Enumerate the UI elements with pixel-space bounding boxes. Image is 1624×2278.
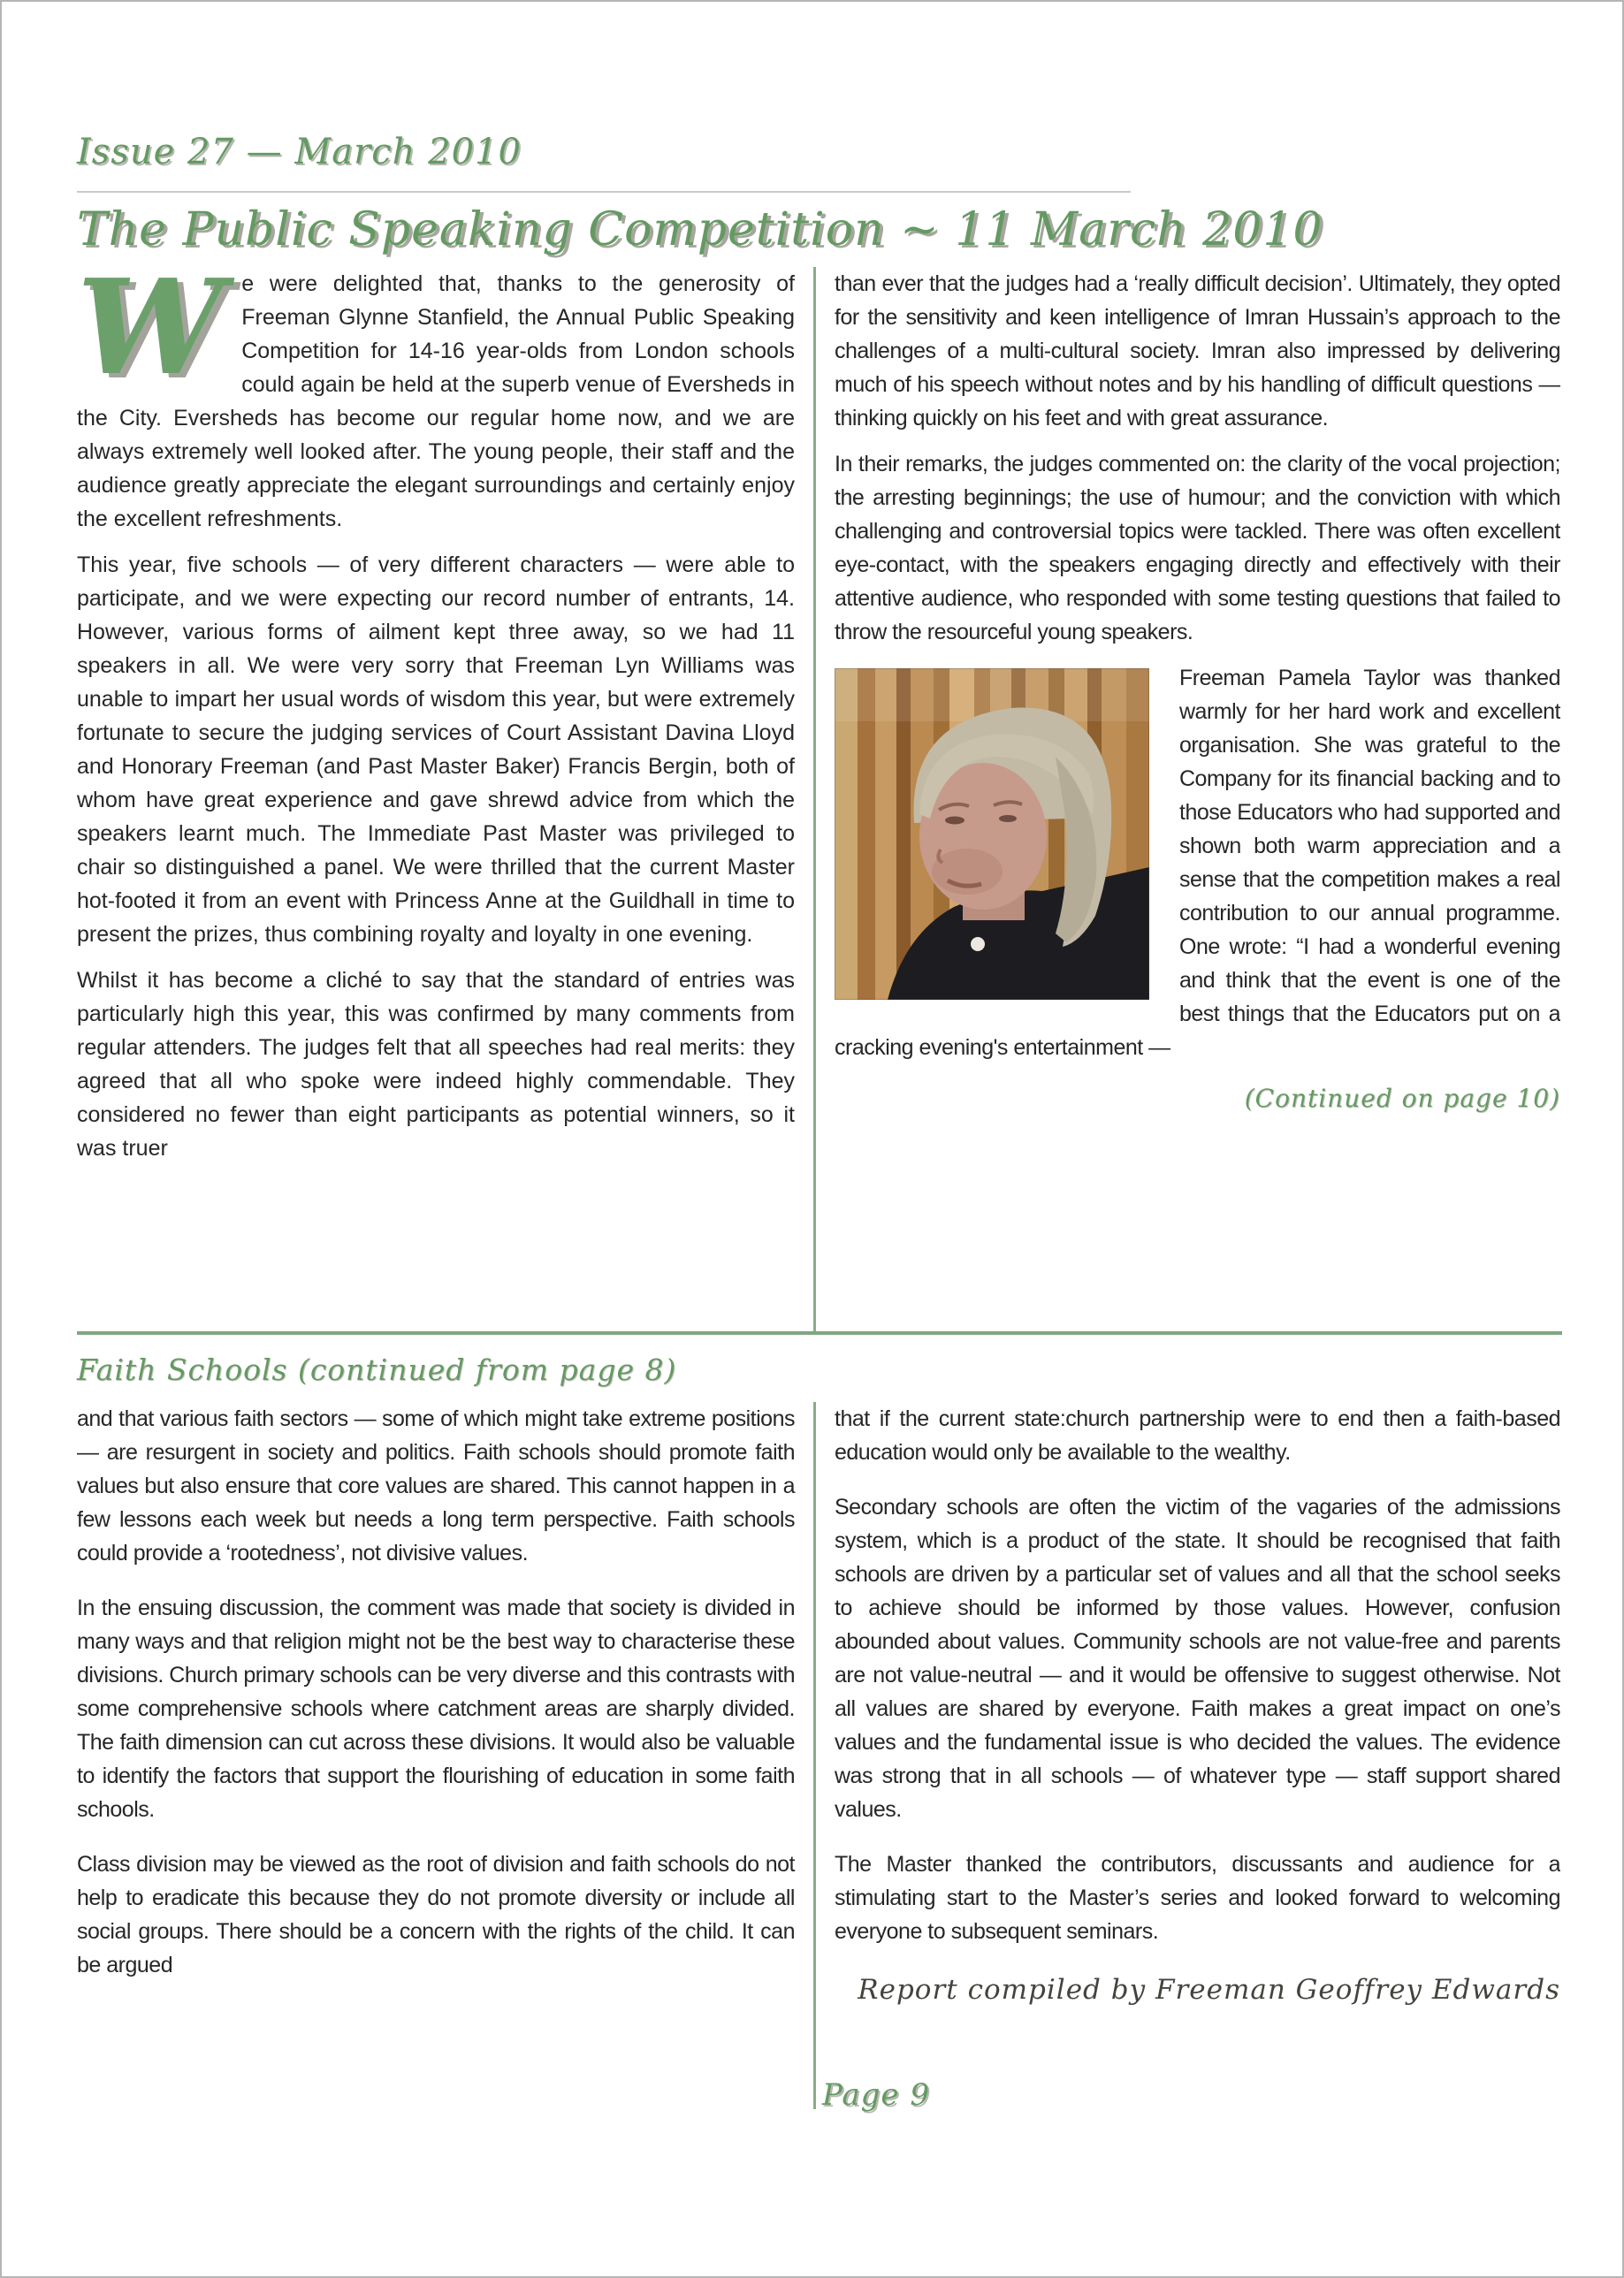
- paragraph-text: Freeman Pamela Taylor was thanked warmly for her hard work and excellent organisation. She was grateful to the Company for its financial backing and to those Educators who had supported and shown both warm appreciation and a sense that the competition makes a real contribution to our annual programme. One wrote: “I had a wonderful evening and think that the event is one of the best things that the Educators put on a cracking evening's entertainment —: [835, 666, 1560, 1060]
- article2-left-paragraph-1: and that various faith sectors — some of which might take extreme positions — are resurgent in society and politics. Faith schools should promote faith values but also ensure that core values are shared. This cannot happen in a few lessons each week but needs a long term perspective. Faith schools could provide a ‘rootedness’, not divisive values.: [77, 1406, 795, 1566]
- column-divider-line: [813, 1402, 816, 2109]
- article2-right-paragraph-3: The Master thanked the contributors, discussants and audience for a stimulating start to the Master’s series and looked forward to welcoming everyone to subsequent seminars.: [835, 1852, 1560, 1944]
- article1-left-paragraph-1: [77, 267, 795, 536]
- article1-title: The Public Speaking Competition ~ 11 March 2010: [77, 203, 1323, 256]
- page-number: Page 9: [822, 2077, 930, 2113]
- article2-columns: [77, 1402, 1560, 2109]
- article1-columns: [77, 267, 1560, 1331]
- article2-left-column: [77, 1402, 795, 2109]
- pamela-taylor-photo: [835, 668, 1149, 1000]
- article2-title: Faith Schools (continued from page 8): [77, 1352, 677, 1387]
- report-byline: Report compiled by Freeman Geoffrey Edwards: [858, 1974, 1560, 2006]
- article2-left-paragraph-3: Class division may be viewed as the root of division and faith schools do not help to eradicate this because they do not promote diversity or include all social groups. There should be a concern with the rights of the child. It can be argued: [77, 1852, 795, 1977]
- article1-right-paragraph-2: In their remarks, the judges commented on: the clarity of the vocal projection; the arresting beginnings; the use of humour; and the conviction with which challenging and controversial topics were tackled. There was often excellent eye-contact, with the speakers engaging directly and effectively with their attentive audience, who responded with some testing questions that failed to throw the resourceful young speakers.: [835, 452, 1560, 644]
- dropcap-w: W: [77, 267, 225, 404]
- column-divider-line: [813, 267, 816, 1331]
- article1-left-paragraph-2: This year, five schools — of very different characters — were able to participate, and we were expecting our record number of entrants, 14. However, various forms of ailment kept three away, so we had 11 speakers in all. We were very sorry that Freeman Lyn Williams was unable to impart her usual words of wisdom this year, but were extremely fortunate to secure the judging services of Court Assistant Davina Lloyd and Honorary Freeman (and Past Master Baker) Francis Bergin, both of whom have great experience and gave shrewd advice from which the speakers learnt much. The Immediate Past Master was privileged to chair so distinguished a panel. We were thrilled that the current Master hot-footed it from an event with Princess Anne at the Guildhall in time to present the prizes, thus combining royalty and loyalty in one evening.: [77, 552, 795, 947]
- article1-right-paragraph-1: than ever that the judges had a ‘really difficult decision’. Ultimately, they opted for the sensitivity and keen intelligence of Imran Hussain’s approach to the challenges of a multi-cultural society. Imran also impressed by delivering much of his speech without notes and by his handling of difficult questions — thinking quickly on his feet and with great assurance.: [835, 271, 1560, 430]
- continued-note: (Continued on page 10): [1244, 1084, 1560, 1113]
- article2-right-paragraph-2: Secondary schools are often the victim of the vagaries of the admissions system, which is a product of the state. It should be recognised that faith schools are driven by a particular set of values and all that the school seeks to achieve should be informed by those values. However, confusion abounded about values. Community schools are not value-free and parents are not value-neutral — and it would be offensive to suggest otherwise. Not all values are shared by everyone. Faith makes a great impact on one’s values and the fundamental issue is who decided the values. The evidence was strong that in all schools — of whatever type — staff support shared values.: [835, 1495, 1560, 1822]
- paragraph-text: e were delighted that, thanks to the generosity of Freeman Glynne Stanfield, the Annual Public Speaking Competition for 14-16 year-olds from London schools could again be held at the superb venue of Eversheds in the City. Eversheds has become our regular home now, and we are always extremely well looked after. The young people, their staff and the audience greatly appreciate the elegant surroundings and certainly enjoy the excellent refreshments.: [77, 271, 795, 531]
- article1-right-column: [835, 267, 1560, 1331]
- article2-right-column: [835, 1402, 1560, 2109]
- issue-header: Issue 27 — March 2010: [77, 132, 522, 172]
- header-rule: [77, 191, 1131, 193]
- article2-right-paragraph-1: that if the current state:church partnership were to end then a faith-based education would only be available to the wealthy.: [835, 1406, 1560, 1465]
- section-separator-rule: [77, 1331, 1562, 1335]
- article1-left-paragraph-3: Whilst it has become a cliché to say that the standard of entries was particularly high this year, this was confirmed by many comments from regular attenders. The judges felt that all speeches had real merits: they agreed that all who spoke were indeed highly commendable. They considered no fewer than eight participants as potential winners, so it was truer: [77, 968, 795, 1161]
- article1-right-paragraph-3: [835, 661, 1560, 1064]
- article2-left-paragraph-2: In the ensuing discussion, the comment was made that society is divided in many ways and that religion might not be the best way to characterise these divisions. Church primary schools can be very diverse and this contrasts with some comprehensive schools where catchment areas are sharply divided. The faith dimension can cut across these divisions. It would also be valuable to identify the factors that support the flourishing of education in some faith schools.: [77, 1596, 795, 1822]
- page-content: [2, 2, 1622, 2109]
- article1-left-column: [77, 267, 795, 1331]
